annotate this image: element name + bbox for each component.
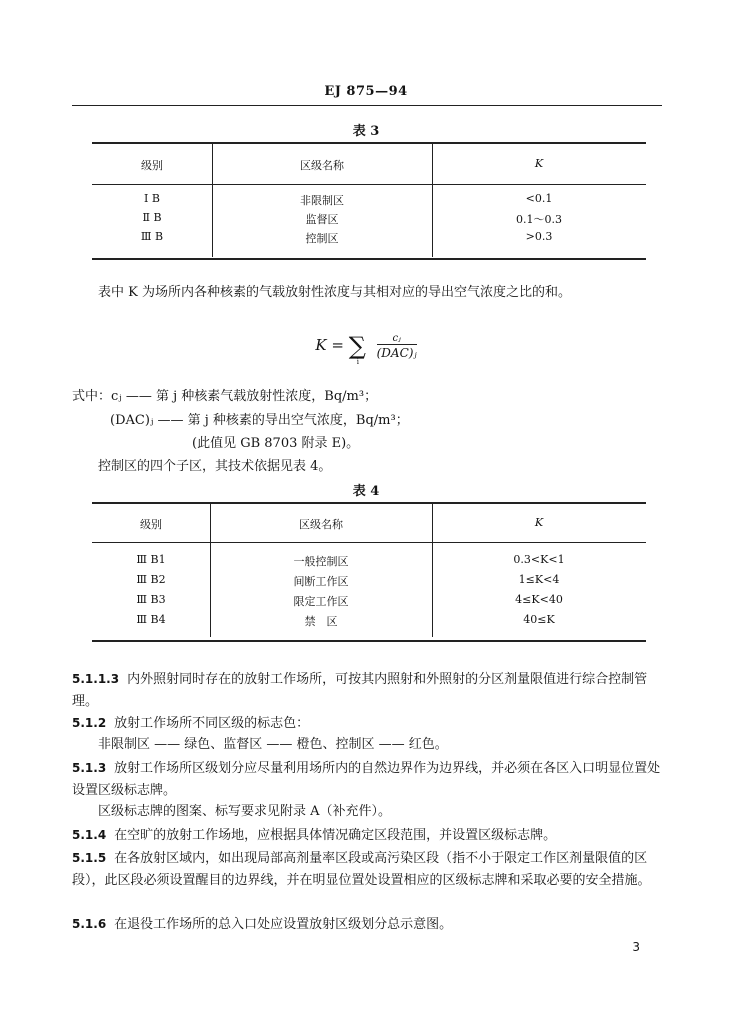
section-text: 放射工作场所不同区级的标志色： xyxy=(114,716,310,731)
section-text: 在各放射区域内，如出现局部高剂量率区段或高污染区段（指不小于限定工作区剂量限值的区段），此区段必须设置醒目的边界线，并在明显位置处设置相应的区级标志牌和采取必要的安全措施。 xyxy=(72,851,651,888)
table-row xyxy=(92,613,646,632)
table4-cell: 4≤K<40 xyxy=(515,593,563,606)
table-row xyxy=(92,573,646,592)
section-number: 5.1.1.3 xyxy=(72,672,120,686)
table4-cell: 0.3<K<1 xyxy=(513,553,565,566)
formula-denominator: (DAC)ⱼ xyxy=(376,345,417,360)
section-number: 5.1.6 xyxy=(72,917,107,931)
zone-colors-line: 非限制区 —— 绿色、监督区 —— 橙色、控制区 —— 红色。 xyxy=(98,737,448,752)
table3-cell: 0.1～0.3 xyxy=(516,213,562,226)
page-number: 3 xyxy=(632,940,640,954)
section-5-1-3-sub: 区级标志牌的图案、标写要求见附录 A（补充件）。 xyxy=(98,804,392,819)
table3-cell: <0.1 xyxy=(525,192,553,205)
table4-cell: 间断工作区 xyxy=(293,575,349,588)
section-5-1-2 xyxy=(72,712,662,735)
table4-cell: Ⅲ B1 xyxy=(136,553,166,566)
table4-col-k: K xyxy=(534,516,544,529)
definition-line-4: 控制区的四个子区，其技术依据见表 4。 xyxy=(98,459,332,474)
section-number: 5.1.4 xyxy=(72,828,107,842)
sigma-glyph: ∑ xyxy=(348,332,366,360)
table3-header-row xyxy=(92,144,646,185)
table3-cell: 非限制区 xyxy=(300,194,344,207)
section-5-1-6 xyxy=(72,913,662,936)
section-text: 在空旷的放射工作场地，应根据具体情况确定区段范围，并设置区级标志牌。 xyxy=(114,828,557,843)
sigma-symbol xyxy=(348,332,366,366)
table4-header-row xyxy=(92,504,646,543)
table3-cell: Ⅰ B xyxy=(144,192,160,205)
table-row xyxy=(92,230,646,249)
section-5-1-5 xyxy=(72,847,662,892)
section-number: 5.1.2 xyxy=(72,716,107,730)
formula-lhs: K = xyxy=(315,336,344,354)
section-5-1-4 xyxy=(72,824,662,847)
table3-cell: 监督区 xyxy=(305,213,339,226)
table4-cell: Ⅲ B3 xyxy=(136,593,166,606)
definition-line-2: (DAC)ⱼ —— 第 j 种核素的导出空气浓度，Bq/m³； xyxy=(110,413,409,428)
table4-cell: 限定工作区 xyxy=(293,595,349,608)
formula-fraction xyxy=(377,333,417,360)
table3-caption: 表 3 xyxy=(352,124,380,139)
table4-col-level: 级别 xyxy=(140,518,162,531)
table3-col-k: K xyxy=(534,157,544,170)
table4-cell: 40≤K xyxy=(523,613,555,626)
definition-line-1: 式中：cⱼ —— 第 j 种核素气载放射性浓度，Bq/m³； xyxy=(72,389,378,404)
definition-line-3: (此值见 GB 8703 附录 E)。 xyxy=(192,436,360,451)
table4-col-name: 区级名称 xyxy=(299,518,343,531)
k-definition-paragraph: 表中 K 为场所内各种核素的气载放射性浓度与其相对应的导出空气浓度之比的和。 xyxy=(98,285,571,300)
table4-cell: Ⅲ B2 xyxy=(136,573,166,586)
section-5-1-3 xyxy=(72,757,662,802)
table-row xyxy=(92,211,646,230)
table4-cell: 1≤K<4 xyxy=(518,573,560,586)
sigma-subscript: i xyxy=(356,358,359,366)
section-number: 5.1.5 xyxy=(72,851,107,865)
table3-col-name: 区级名称 xyxy=(300,159,344,172)
table3 xyxy=(92,142,646,260)
header-rule xyxy=(72,105,662,106)
table3-cell: 控制区 xyxy=(305,232,339,245)
section-number: 5.1.3 xyxy=(72,761,107,775)
section-text: 放射工作场所区级划分应尽量利用场所内的自然边界作为边界线，并必须在各区入口明显位置处设置区级标志牌。 xyxy=(72,761,661,798)
section-text: 内外照射同时存在的放射工作场所，可按其内照射和外照射的分区剂量限值进行综合控制管理。 xyxy=(72,672,648,709)
section-text: 在退役工作场所的总入口处应设置放射区级划分总示意图。 xyxy=(114,917,453,932)
section-5-1-1-3 xyxy=(72,668,662,713)
table-row xyxy=(92,553,646,572)
formula-numerator: cⱼ xyxy=(377,333,417,345)
table-row xyxy=(92,593,646,612)
table4-cell: 禁 区 xyxy=(304,615,338,628)
table3-cell: Ⅲ B xyxy=(140,230,164,243)
table3-cell: >0.3 xyxy=(525,230,553,243)
table3-cell: Ⅱ B xyxy=(142,211,162,224)
table4-caption: 表 4 xyxy=(352,484,380,499)
table-row xyxy=(92,192,646,211)
document-header-code: EJ 875—94 xyxy=(324,84,408,99)
table3-col-level: 级别 xyxy=(141,159,163,172)
table4-cell: 一般控制区 xyxy=(293,555,349,568)
k-formula xyxy=(0,332,732,372)
table4 xyxy=(92,502,646,642)
table4-cell: Ⅲ B4 xyxy=(136,613,166,626)
